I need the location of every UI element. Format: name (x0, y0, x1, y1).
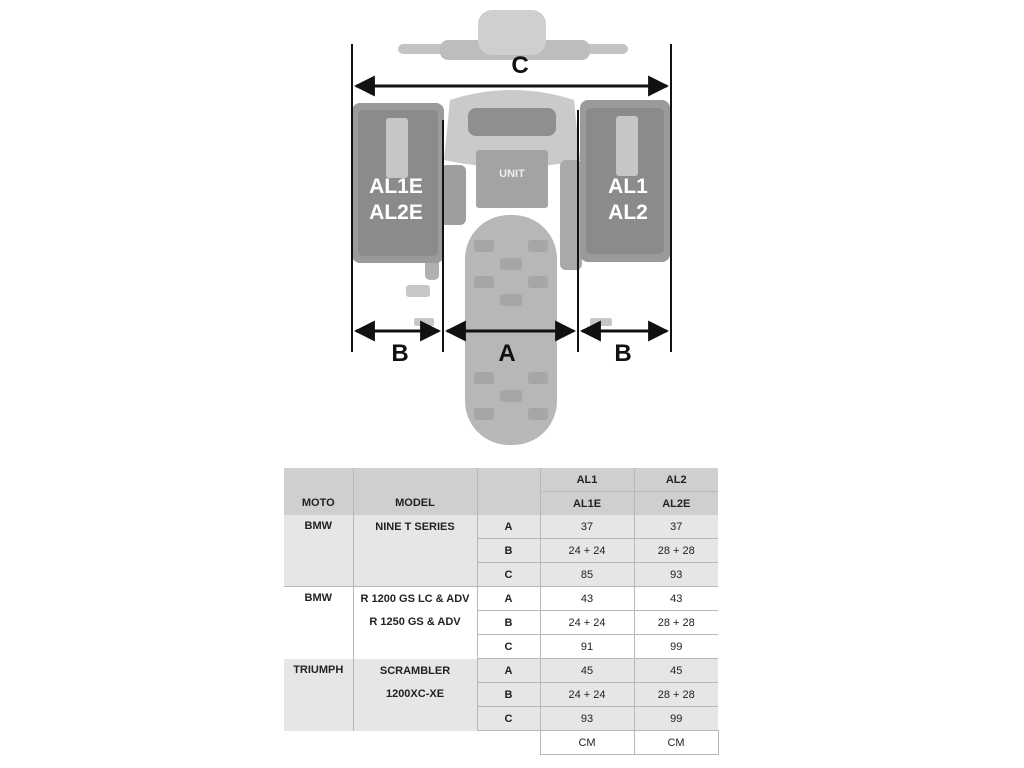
value-cell: 99 (634, 707, 718, 731)
value-cell: 85 (540, 563, 634, 587)
table-row (284, 659, 718, 683)
dimension-a-label: A (498, 340, 516, 367)
value-cell: 91 (540, 635, 634, 659)
left-case-label (356, 174, 436, 226)
value-cell: 99 (634, 635, 718, 659)
value-cell: 28 + 28 (634, 611, 718, 635)
moto-cell: BMW (284, 587, 353, 659)
value-cell: 93 (634, 563, 718, 587)
left-case-label-line2: AL2E (369, 201, 423, 224)
dimension-letter: A (477, 659, 540, 683)
value-cell: 28 + 28 (634, 683, 718, 707)
col1-header-bottom: AL1E (540, 492, 634, 516)
value-cell: 24 + 24 (540, 539, 634, 563)
table-header-row-top (284, 468, 718, 492)
table-row (284, 515, 718, 539)
left-case-label-line1: AL1E (369, 175, 423, 198)
dimension-letter: C (477, 707, 540, 731)
unit-cell-col1: CM (540, 731, 634, 755)
dimension-letter: C (477, 563, 540, 587)
model-line: 1200XC-XE (385, 687, 445, 700)
model-line: R 1250 GS & ADV (369, 616, 461, 628)
model-cell (353, 659, 477, 731)
moto-cell: BMW (284, 515, 353, 587)
value-cell: 28 + 28 (634, 539, 718, 563)
dimension-letter: A (477, 515, 540, 539)
value-cell: 24 + 24 (540, 611, 634, 635)
col2-header-bottom: AL2E (634, 492, 718, 516)
dimension-letter: C (477, 635, 540, 659)
model-cell (353, 587, 477, 659)
model-line: R 1200 GS LC & ADV (360, 593, 470, 605)
model-line: SCRAMBLER (379, 664, 451, 677)
dimension-c-label: C (511, 52, 529, 79)
dimension-b-right-label: B (614, 340, 632, 367)
units-row (284, 731, 718, 755)
dimension-b-left-label: B (391, 340, 409, 367)
dimensions-table (284, 468, 719, 755)
moto-header: MOTO (284, 492, 353, 516)
table-row (284, 587, 718, 611)
dimension-letter: A (477, 587, 540, 611)
right-case-label (588, 174, 668, 226)
value-cell: 45 (634, 659, 718, 683)
right-case-label-line1: AL1 (608, 175, 648, 198)
model-cell (353, 515, 477, 587)
value-cell: 37 (634, 515, 718, 539)
dimension-letter: B (477, 539, 540, 563)
col1-header-top: AL1 (540, 468, 634, 492)
dimension-letter: B (477, 611, 540, 635)
value-cell: 93 (540, 707, 634, 731)
value-cell: 45 (540, 659, 634, 683)
moto-cell: TRIUMPH (284, 659, 353, 731)
unit-cell-col2: CM (634, 731, 718, 755)
value-cell: 43 (634, 587, 718, 611)
value-cell: 43 (540, 587, 634, 611)
model-line: NINE T SERIES (375, 521, 455, 533)
value-cell: 24 + 24 (540, 683, 634, 707)
table-header-row-bottom (284, 492, 718, 516)
dimension-letter: B (477, 683, 540, 707)
col2-header-top: AL2 (634, 468, 718, 492)
plate-text: UNIT (499, 168, 525, 180)
model-header: MODEL (353, 492, 477, 516)
value-cell: 37 (540, 515, 634, 539)
right-case-label-line2: AL2 (608, 201, 648, 224)
